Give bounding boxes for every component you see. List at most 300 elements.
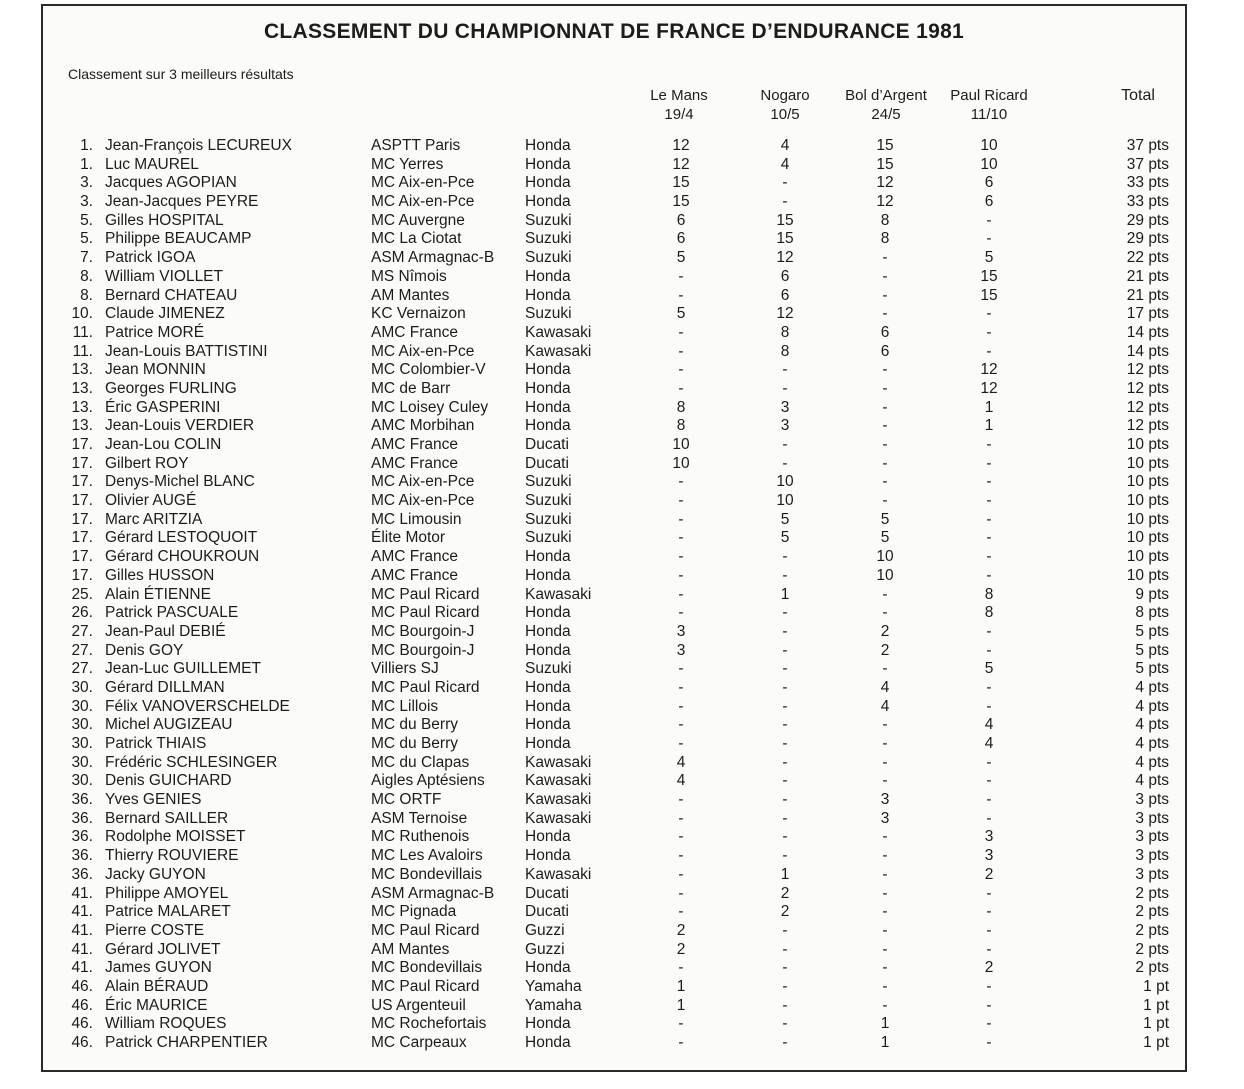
- rider-name-cell: Patrice MORÉ: [105, 323, 205, 341]
- paul-ricard-points-cell: -: [986, 510, 992, 528]
- nogaro-points-cell: -: [782, 809, 788, 827]
- table-row: [43, 492, 1185, 511]
- nogaro-points-cell: 3: [780, 398, 790, 416]
- bol-d-argent-points-cell: 2: [880, 622, 890, 640]
- paul-ricard-points-cell: 8: [984, 585, 994, 603]
- rider-name-cell: Éric MAURICE: [105, 996, 208, 1014]
- table-row: [43, 455, 1185, 474]
- nogaro-points-cell: -: [782, 828, 788, 846]
- table-row: [43, 735, 1185, 754]
- nogaro-points-cell: 1: [780, 585, 790, 603]
- bol-d-argent-points-cell: -: [882, 884, 888, 902]
- rider-name-cell: Jean-Paul DEBIÉ: [105, 622, 226, 640]
- bol-d-argent-points-cell: -: [882, 940, 888, 958]
- table-row: [43, 660, 1185, 679]
- paul-ricard-points-cell: -: [986, 940, 992, 958]
- table-row: [43, 1015, 1185, 1034]
- rank-cell: 30.: [71, 716, 93, 734]
- paul-ricard-points-cell: -: [986, 548, 992, 566]
- make-cell: Honda: [525, 641, 571, 659]
- club-cell: MC Aix-en-Pce: [371, 174, 475, 192]
- club-cell: MC Rochefortais: [371, 1015, 487, 1033]
- rider-name-cell: Frédéric SCHLESINGER: [105, 753, 278, 771]
- table-row: [43, 305, 1185, 324]
- make-cell: Honda: [525, 267, 571, 285]
- paul-ricard-points-cell: -: [986, 809, 992, 827]
- rider-name-cell: Bernard SAILLER: [105, 809, 229, 827]
- nogaro-points-cell: -: [782, 940, 788, 958]
- bol-d-argent-points-cell: 6: [880, 342, 890, 360]
- bol-d-argent-points-cell: -: [882, 454, 888, 472]
- rank-cell: 25.: [71, 585, 93, 603]
- rank-cell: 36.: [71, 791, 93, 809]
- make-cell: Honda: [525, 417, 571, 435]
- paul-ricard-points-cell: -: [986, 921, 992, 939]
- rank-cell: 17.: [71, 529, 93, 547]
- rider-name-cell: Patrick PASCUALE: [105, 604, 239, 622]
- make-cell: Kawasaki: [525, 791, 592, 809]
- club-cell: MC du Berry: [371, 716, 458, 734]
- table-row: [43, 997, 1185, 1016]
- club-cell: ASM Armagnac-B: [371, 884, 495, 902]
- nogaro-points-cell: -: [782, 454, 788, 472]
- le-mans-points-cell: -: [678, 716, 684, 734]
- column-header-total: [1103, 86, 1173, 105]
- make-cell: Honda: [525, 193, 571, 211]
- table-row: [43, 679, 1185, 698]
- rank-cell: 17.: [71, 492, 93, 510]
- make-cell: Honda: [525, 1034, 571, 1051]
- paul-ricard-points-cell: 12: [980, 361, 998, 379]
- le-mans-points-cell: -: [678, 735, 684, 752]
- table-row: [43, 959, 1185, 978]
- make-cell: Suzuki: [525, 249, 572, 267]
- header-name: Paul Ricard: [950, 87, 1028, 104]
- make-cell: Ducati: [525, 903, 569, 921]
- nogaro-points-cell: -: [782, 566, 788, 584]
- bol-d-argent-points-cell: -: [882, 716, 888, 734]
- total-points-cell: 9 pts: [1135, 585, 1169, 603]
- total-points-cell: 12 pts: [1126, 361, 1169, 379]
- total-points-cell: 10 pts: [1126, 473, 1169, 491]
- rank-cell: 41.: [71, 903, 93, 921]
- nogaro-points-cell: -: [782, 604, 788, 622]
- paul-ricard-points-cell: -: [986, 772, 992, 790]
- nogaro-points-cell: -: [782, 791, 788, 809]
- rider-name-cell: Jean MONNIN: [105, 361, 206, 379]
- bol-d-argent-points-cell: 8: [880, 230, 890, 248]
- rider-name-cell: Jean-Louis VERDIER: [105, 417, 255, 435]
- le-mans-points-cell: -: [678, 903, 684, 921]
- le-mans-points-cell: -: [678, 865, 684, 883]
- bol-d-argent-points-cell: 12: [876, 193, 894, 211]
- club-cell: MC Paul Ricard: [371, 678, 480, 696]
- total-points-cell: 37 pts: [1126, 137, 1169, 154]
- bol-d-argent-points-cell: -: [882, 417, 888, 435]
- rank-cell: 30.: [71, 753, 93, 771]
- nogaro-points-cell: -: [782, 622, 788, 640]
- rider-name-cell: William ROQUES: [105, 1015, 227, 1033]
- bol-d-argent-points-cell: -: [882, 753, 888, 771]
- nogaro-points-cell: -: [782, 716, 788, 734]
- club-cell: AM Mantes: [371, 286, 450, 304]
- rank-cell: 3.: [80, 174, 93, 192]
- nogaro-points-cell: 15: [776, 230, 794, 248]
- table-row: [43, 866, 1185, 885]
- rider-name-cell: Gilbert ROY: [105, 454, 189, 472]
- make-cell: Guzzi: [525, 921, 565, 939]
- nogaro-points-cell: -: [782, 193, 788, 211]
- nogaro-points-cell: -: [782, 772, 788, 790]
- rider-name-cell: Alain ÉTIENNE: [105, 585, 211, 603]
- club-cell: MC Bondevillais: [371, 865, 483, 883]
- bol-d-argent-points-cell: -: [882, 660, 888, 678]
- club-cell: AMC Morbihan: [371, 417, 475, 435]
- total-points-cell: 14 pts: [1126, 323, 1169, 341]
- club-cell: MC Ruthenois: [371, 828, 470, 846]
- rider-name-cell: Patrick CHARPENTIER: [105, 1034, 268, 1051]
- club-cell: Aigles Aptésiens: [371, 772, 485, 790]
- rider-name-cell: Philippe AMOYEL: [105, 884, 229, 902]
- club-cell: MC Paul Ricard: [371, 977, 480, 995]
- paul-ricard-points-cell: -: [986, 1015, 992, 1033]
- le-mans-points-cell: -: [678, 473, 684, 491]
- make-cell: Honda: [525, 1015, 571, 1033]
- club-cell: MC Carpeaux: [371, 1034, 467, 1051]
- bol-d-argent-points-cell: -: [882, 379, 888, 397]
- rider-name-cell: Denys-Michel BLANC: [105, 473, 255, 491]
- bol-d-argent-points-cell: 4: [880, 697, 890, 715]
- rank-cell: 46.: [71, 1015, 93, 1033]
- total-points-cell: 2 pts: [1135, 940, 1169, 958]
- make-cell: Honda: [525, 155, 571, 173]
- table-row: [43, 828, 1185, 847]
- le-mans-points-cell: -: [678, 959, 684, 977]
- rank-cell: 30.: [71, 772, 93, 790]
- paul-ricard-points-cell: -: [986, 436, 992, 453]
- rider-name-cell: Félix VANOVERSCHELDE: [105, 697, 290, 715]
- total-points-cell: 29 pts: [1126, 230, 1169, 248]
- column-header-bol-d-argent: [831, 86, 941, 124]
- total-points-cell: 12 pts: [1126, 379, 1169, 397]
- table-row: [43, 903, 1185, 922]
- rank-cell: 11.: [72, 323, 93, 341]
- rider-name-cell: Jean-Jacques PEYRE: [105, 193, 259, 211]
- make-cell: Yamaha: [525, 977, 582, 995]
- rank-cell: 27.: [71, 660, 93, 678]
- rider-name-cell: Alain BÉRAUD: [105, 977, 209, 995]
- bol-d-argent-points-cell: 4: [880, 678, 890, 696]
- total-points-cell: 37 pts: [1126, 155, 1169, 173]
- make-cell: Guzzi: [525, 940, 565, 958]
- nogaro-points-cell: -: [782, 753, 788, 771]
- total-points-cell: 4 pts: [1135, 716, 1169, 734]
- le-mans-points-cell: 1: [676, 996, 686, 1014]
- rider-name-cell: Denis GOY: [105, 641, 184, 659]
- rank-cell: 41.: [71, 884, 93, 902]
- rider-name-cell: Michel AUGIZEAU: [105, 716, 233, 734]
- make-cell: Honda: [525, 735, 571, 752]
- bol-d-argent-points-cell: -: [882, 436, 888, 453]
- le-mans-points-cell: -: [678, 342, 684, 360]
- make-cell: Suzuki: [525, 305, 572, 323]
- total-points-cell: 4 pts: [1135, 678, 1169, 696]
- total-points-cell: 10 pts: [1126, 454, 1169, 472]
- total-points-cell: 10 pts: [1126, 566, 1169, 584]
- le-mans-points-cell: -: [678, 323, 684, 341]
- table-row: [43, 754, 1185, 773]
- table-row: [43, 343, 1185, 362]
- rider-name-cell: Patrice MALARET: [105, 903, 231, 921]
- total-points-cell: 3 pts: [1135, 847, 1169, 865]
- document-subtitle: Classement sur 3 meilleurs résultats: [68, 66, 294, 82]
- total-points-cell: 33 pts: [1126, 174, 1169, 192]
- header-date: 19/4: [664, 106, 694, 123]
- make-cell: Ducati: [525, 884, 569, 902]
- rank-cell: 17.: [71, 566, 93, 584]
- rider-name-cell: Georges FURLING: [105, 379, 237, 397]
- bol-d-argent-points-cell: -: [882, 903, 888, 921]
- rank-cell: 41.: [71, 940, 93, 958]
- column-header-le-mans: [639, 86, 719, 124]
- bol-d-argent-points-cell: 10: [876, 566, 894, 584]
- club-cell: ASM Ternoise: [371, 809, 468, 827]
- rider-name-cell: Claude JIMENEZ: [105, 305, 225, 323]
- rider-name-cell: Gilles HUSSON: [105, 566, 215, 584]
- paul-ricard-points-cell: 4: [984, 735, 994, 752]
- le-mans-points-cell: -: [678, 361, 684, 379]
- nogaro-points-cell: -: [782, 678, 788, 696]
- total-points-cell: 8 pts: [1135, 604, 1169, 622]
- rider-name-cell: Patrick IGOA: [105, 249, 196, 267]
- rank-cell: 17.: [71, 548, 93, 566]
- make-cell: Honda: [525, 959, 571, 977]
- rider-name-cell: Thierry ROUVIERE: [105, 847, 239, 865]
- bol-d-argent-points-cell: 1: [880, 1015, 890, 1033]
- bol-d-argent-points-cell: 5: [880, 510, 890, 528]
- paul-ricard-points-cell: -: [986, 791, 992, 809]
- rank-cell: 8.: [80, 286, 93, 304]
- table-row: [43, 922, 1185, 941]
- paul-ricard-points-cell: 15: [980, 286, 998, 304]
- rider-name-cell: Yves GENIES: [105, 791, 202, 809]
- nogaro-points-cell: -: [782, 996, 788, 1014]
- bol-d-argent-points-cell: 2: [880, 641, 890, 659]
- document-title: CLASSEMENT DU CHAMPIONNAT DE FRANCE D’ENDURANCE 1981: [263, 20, 965, 43]
- le-mans-points-cell: 6: [676, 230, 686, 248]
- club-cell: MC Bondevillais: [371, 959, 483, 977]
- total-points-cell: 4 pts: [1135, 753, 1169, 771]
- rider-name-cell: Pierre COSTE: [105, 921, 205, 939]
- nogaro-points-cell: 10: [776, 492, 794, 510]
- make-cell: Kawasaki: [525, 772, 592, 790]
- total-points-cell: 5 pts: [1135, 660, 1169, 678]
- table-row: [43, 642, 1185, 661]
- rider-name-cell: Jacques AGOPIAN: [105, 174, 237, 192]
- club-cell: AMC France: [371, 566, 458, 584]
- le-mans-points-cell: 3: [676, 641, 686, 659]
- club-cell: MC de Barr: [371, 379, 451, 397]
- le-mans-points-cell: 12: [672, 155, 690, 173]
- make-cell: Honda: [525, 678, 571, 696]
- total-points-cell: 4 pts: [1135, 697, 1169, 715]
- paul-ricard-points-cell: -: [986, 1034, 992, 1051]
- nogaro-points-cell: -: [782, 921, 788, 939]
- paul-ricard-points-cell: -: [986, 566, 992, 584]
- club-cell: MC Lillois: [371, 697, 439, 715]
- rider-name-cell: Jean-Lou COLIN: [105, 436, 222, 453]
- total-points-cell: 1 pt: [1143, 1015, 1169, 1033]
- make-cell: Honda: [525, 566, 571, 584]
- paul-ricard-points-cell: -: [986, 678, 992, 696]
- total-points-cell: 2 pts: [1135, 884, 1169, 902]
- total-points-cell: 29 pts: [1126, 211, 1169, 229]
- bol-d-argent-points-cell: -: [882, 585, 888, 603]
- club-cell: Élite Motor: [371, 529, 446, 547]
- paul-ricard-points-cell: -: [986, 884, 992, 902]
- rank-cell: 36.: [71, 828, 93, 846]
- le-mans-points-cell: -: [678, 510, 684, 528]
- le-mans-points-cell: -: [678, 604, 684, 622]
- le-mans-points-cell: 8: [676, 398, 686, 416]
- le-mans-points-cell: -: [678, 660, 684, 678]
- total-points-cell: 1 pt: [1143, 977, 1169, 995]
- bol-d-argent-points-cell: 12: [876, 174, 894, 192]
- club-cell: MC Aix-en-Pce: [371, 342, 475, 360]
- club-cell: MC Aix-en-Pce: [371, 473, 475, 491]
- club-cell: KC Vernaizon: [371, 305, 466, 323]
- club-cell: MC Pignada: [371, 903, 457, 921]
- nogaro-points-cell: -: [782, 735, 788, 752]
- club-cell: MC Limousin: [371, 510, 462, 528]
- paul-ricard-points-cell: -: [986, 230, 992, 248]
- paul-ricard-points-cell: -: [986, 492, 992, 510]
- rank-cell: 46.: [71, 1034, 93, 1051]
- rider-name-cell: Jacky GUYON: [105, 865, 206, 883]
- rank-cell: 26.: [71, 604, 93, 622]
- rank-cell: 13.: [71, 379, 93, 397]
- paul-ricard-points-cell: 5: [984, 249, 994, 267]
- bol-d-argent-points-cell: -: [882, 865, 888, 883]
- total-points-cell: 12 pts: [1126, 398, 1169, 416]
- table-row: [43, 604, 1185, 623]
- nogaro-points-cell: -: [782, 641, 788, 659]
- le-mans-points-cell: 5: [676, 305, 686, 323]
- total-points-cell: 21 pts: [1126, 286, 1169, 304]
- make-cell: Honda: [525, 137, 571, 154]
- total-points-cell: 10 pts: [1126, 436, 1169, 453]
- header-name: Le Mans: [650, 87, 708, 104]
- rank-cell: 5.: [80, 211, 93, 229]
- header-date: 10/5: [770, 106, 800, 123]
- total-points-cell: 3 pts: [1135, 865, 1169, 883]
- make-cell: Kawasaki: [525, 753, 592, 771]
- table-row: [43, 978, 1185, 997]
- le-mans-points-cell: 8: [676, 417, 686, 435]
- club-cell: MC La Ciotat: [371, 230, 462, 248]
- table-row: [43, 623, 1185, 642]
- le-mans-points-cell: -: [678, 1015, 684, 1033]
- club-cell: MC Auvergne: [371, 211, 465, 229]
- paul-ricard-points-cell: 6: [984, 193, 994, 211]
- rank-cell: 17.: [71, 473, 93, 491]
- rank-cell: 30.: [71, 697, 93, 715]
- club-cell: MC Les Avaloirs: [371, 847, 483, 865]
- make-cell: Kawasaki: [525, 342, 592, 360]
- nogaro-points-cell: 10: [776, 473, 794, 491]
- total-points-cell: 21 pts: [1126, 267, 1169, 285]
- rank-cell: 41.: [71, 959, 93, 977]
- le-mans-points-cell: 2: [676, 940, 686, 958]
- table-row: [43, 586, 1185, 605]
- paul-ricard-points-cell: 1: [984, 417, 994, 435]
- rank-cell: 27.: [71, 641, 93, 659]
- table-row: [43, 361, 1185, 380]
- club-cell: MC Aix-en-Pce: [371, 193, 475, 211]
- paul-ricard-points-cell: 12: [980, 379, 998, 397]
- nogaro-points-cell: -: [782, 361, 788, 379]
- table-row: [43, 268, 1185, 287]
- nogaro-points-cell: -: [782, 660, 788, 678]
- table-row: [43, 249, 1185, 268]
- table-row: [43, 156, 1185, 175]
- nogaro-points-cell: 15: [776, 211, 794, 229]
- rank-cell: 17.: [71, 454, 93, 472]
- rank-cell: 30.: [71, 678, 93, 696]
- total-points-cell: 14 pts: [1126, 342, 1169, 360]
- table-row: [43, 941, 1185, 960]
- paul-ricard-points-cell: 6: [984, 174, 994, 192]
- le-mans-points-cell: -: [678, 267, 684, 285]
- rank-cell: 27.: [71, 622, 93, 640]
- nogaro-points-cell: 6: [780, 286, 790, 304]
- paul-ricard-points-cell: -: [986, 529, 992, 547]
- rank-cell: 3.: [80, 193, 93, 211]
- total-points-cell: 3 pts: [1135, 809, 1169, 827]
- table-row: [43, 791, 1185, 810]
- total-points-cell: 17 pts: [1126, 305, 1169, 323]
- bol-d-argent-points-cell: -: [882, 604, 888, 622]
- header-date: 11/10: [970, 106, 1008, 123]
- table-row: [43, 473, 1185, 492]
- le-mans-points-cell: -: [678, 379, 684, 397]
- make-cell: Suzuki: [525, 473, 572, 491]
- total-points-cell: 1 pt: [1143, 1034, 1169, 1051]
- make-cell: Ducati: [525, 454, 569, 472]
- table-row: [43, 885, 1185, 904]
- club-cell: AMC France: [371, 323, 458, 341]
- club-cell: MC Yerres: [371, 155, 444, 173]
- le-mans-points-cell: 5: [676, 249, 686, 267]
- bol-d-argent-points-cell: 1: [880, 1034, 890, 1051]
- make-cell: Ducati: [525, 436, 569, 453]
- le-mans-points-cell: -: [678, 1034, 684, 1051]
- make-cell: Honda: [525, 697, 571, 715]
- rank-cell: 10.: [71, 305, 93, 323]
- rider-name-cell: Gérard DILLMAN: [105, 678, 225, 696]
- table-row: [43, 567, 1185, 586]
- rank-cell: 11.: [72, 342, 93, 360]
- total-points-cell: 1 pt: [1143, 996, 1169, 1014]
- rank-cell: 17.: [71, 510, 93, 528]
- total-points-cell: 5 pts: [1135, 622, 1169, 640]
- total-points-cell: 3 pts: [1135, 791, 1169, 809]
- nogaro-points-cell: 1: [780, 865, 790, 883]
- le-mans-points-cell: 3: [676, 622, 686, 640]
- bol-d-argent-points-cell: -: [882, 977, 888, 995]
- club-cell: MC Loisey Culey: [371, 398, 489, 416]
- paul-ricard-points-cell: 3: [984, 847, 994, 865]
